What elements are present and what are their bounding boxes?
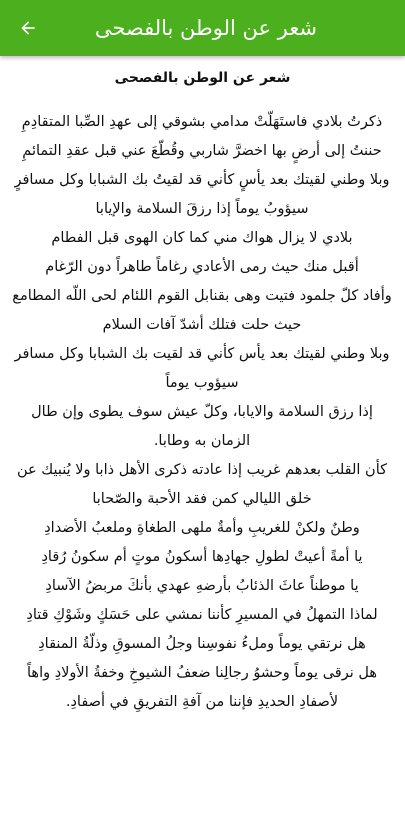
poem-line: أقبل منك حيث رمى الأعادي رغاماً طاهراً دون الرّغام (45, 259, 359, 275)
poem-line: وأفاد كلّ جلمود فتيت وهى بقنابل القوم اللئام لحى اللّه المطامع حيث حلت فتلك أشدّ آفات السلام (12, 288, 392, 333)
poem-line: بلادي لا يزال هواك مني كما كان الهوى قبل الفطام (51, 230, 353, 246)
poem-body (10, 108, 394, 717)
poem-line: يا أمةً أعيتْ لطولِ جهادِها أسكونُ موتٍ أم سكونُ رُقادِ (41, 549, 363, 565)
poem-line: هل نرقى يوماً وحشوُ رجالِنا ضعفُ الشيوخِ وخفةُ الأولادِ واهاً لأصفادِ الحديدِ فإننا من آفةِ التفريقِ في أصفادِ. (27, 665, 377, 710)
back-button[interactable] (14, 14, 42, 42)
poem-line: إذا رزق السلامة والايابا، وكلّ عيش سوف يطوى وإن طال الزمان به وطابا. (31, 404, 373, 449)
poem-line: كأن القلب بعدهم غريب إذا عادته ذكرى الأهل ذابا ولا يُنبيك عن خلق الليالي كمن فقد الأحبة والصّحابا (16, 462, 388, 507)
app-bar (0, 0, 405, 56)
poem-line: وبلا وطني لقيتك بعد يأسٍ كأني قد لقيتُ بك الشبابا وكل مسافرٍ سيؤوبُ يوماً إذا رزقَ السلامة والإيابا (14, 172, 390, 217)
poem-content (0, 56, 405, 819)
poem-line: وطنٌ ولكنْ للغريبِ وأمةٌ ملهى الطغاةِ وملعبُ الأضدادِ (44, 520, 360, 536)
arrow-back-icon (18, 18, 38, 38)
app-bar-title: شعر عن الوطن بالفصحى (94, 16, 317, 40)
poem-line: لماذا التمهلُ في المسيرِ كأننا نمشي على حَسَكٍ وشَوْكِ قتادِ (26, 607, 378, 623)
poem-line: ذكرتُ بلادي فاستَهَلّتْ مدامي بشوقي إلى عهدِ الصِّبا المتقادِمِ (21, 114, 383, 130)
poem-title: شعر عن الوطن بالفصحى (114, 70, 291, 86)
poem-line: يا موطناً عاثَ الذئابُ بأرضهِ عهدي بأنكَ مربضُ الآسادِ (45, 578, 359, 594)
poem-line: حننتُ إلى أرضٍ بها اخضرَّ شاربي وقُطّعَ عني قبل عقدِ التمائمِ (22, 143, 382, 159)
poem-line: هل نرتقي يوماً وملءُ نفوسِنا وجلُ المسوقِ وذلّةُ المنقادِ (38, 636, 366, 652)
poem-line: وبلا وطني لقيتك بعد يأس كأني قد لقيت بك الشبابا وكل مسافر سيؤوب يوماً (14, 346, 390, 391)
